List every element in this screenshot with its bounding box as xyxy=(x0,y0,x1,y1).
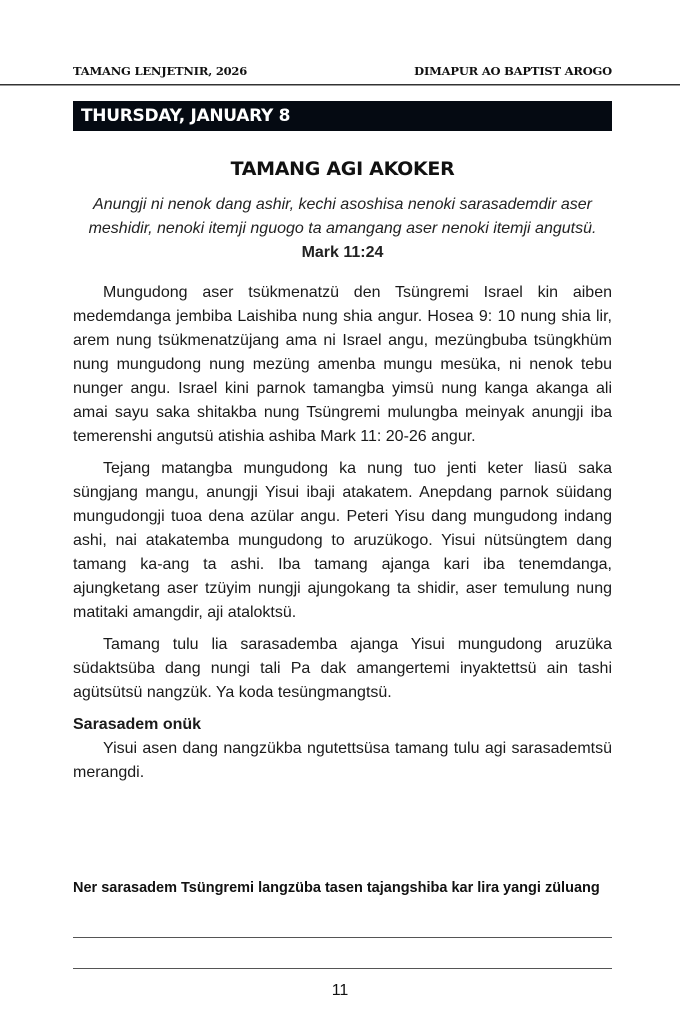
body-paragraph: Tejang matangba mungudong ka nung tuo jenti keter liasü saka süngjang mangu, anungji Yisui ibaji atakatem. Anepdang parnok süidang mungudongji tuoa dena azülar angu. Peteri Yisu dang mungudong indang ashi, nai atakatemba mungudong to aruzükogo. Yisui nütsüngtem dang tamang ka-ang ta ashi. Iba tamang ajanga kari iba tenemdanga, ajungketang aser tzüyim nungji ajungokang ta shidir, aser temulung nung matitaki amangdir, aji ataloktsü. xyxy=(73,460,612,621)
devotion-title: TAMANG AGI AKOKER xyxy=(230,158,455,180)
reflection-text: Yisui asen dang nangzükba ngutettsüsa tamang tulu agi sarasademtsü merangdi. xyxy=(73,740,612,781)
header-left-title: TAMANG LENJETNIR, 2026 xyxy=(73,64,248,78)
header-right-title: DIMAPUR AO BAPTIST AROGO xyxy=(414,64,612,78)
reflection-heading: Sarasadem onük xyxy=(73,716,202,733)
key-verse xyxy=(73,193,612,265)
running-header xyxy=(73,64,612,78)
writing-line[interactable] xyxy=(73,937,612,938)
body-paragraph: Mungudong aser tsükmenatzü den Tsüngremi Israel kin aiben medemdanga jembiba Laishiba nung shia angur. Hosea 9: 10 nung shia lir, arem nung tsükmenatzüjang ama ni Israel angu, mezüngbuba tsüngkhüm nung mungudong nung mezüng amenba mungu mesüka, ni nenok tebu nunger angu. Israel kini parnok tamangba yimsü nung kanga akanga ali amai sayu saka shitakba nung Tsüngremi mulungba meinyak anungji iba temerenshi angutsü atishia ashiba Mark 11: 20-26 angur. xyxy=(73,284,612,445)
header-rule xyxy=(0,84,680,86)
verse-text: Anungji ni nenok dang ashir, kechi asoshisa nenoki sarasademdir aser meshidir, nenoki itemji nguogo ta amangang aser nenoki itemji angutsü. xyxy=(88,196,597,237)
body-paragraph: Tamang tulu lia sarasademba ajanga Yisui mungudong aruzüka südaktsüba dang nungi tali Pa dak amangertemi inyaktettsü ain tashi agütsütsü nangzük. Ya koda tesüngmangtsü. xyxy=(73,636,612,701)
writing-line[interactable] xyxy=(73,968,612,969)
page-number: 11 xyxy=(331,982,349,999)
prayer-prompt: Ner sarasadem Tsüngremi langzüba tasen tajangshiba kar lira yangi züluang xyxy=(73,880,600,896)
date-banner: THURSDAY, JANUARY 8 xyxy=(73,101,612,131)
devotion-body xyxy=(73,281,612,793)
verse-reference: Mark 11:24 xyxy=(301,244,384,261)
